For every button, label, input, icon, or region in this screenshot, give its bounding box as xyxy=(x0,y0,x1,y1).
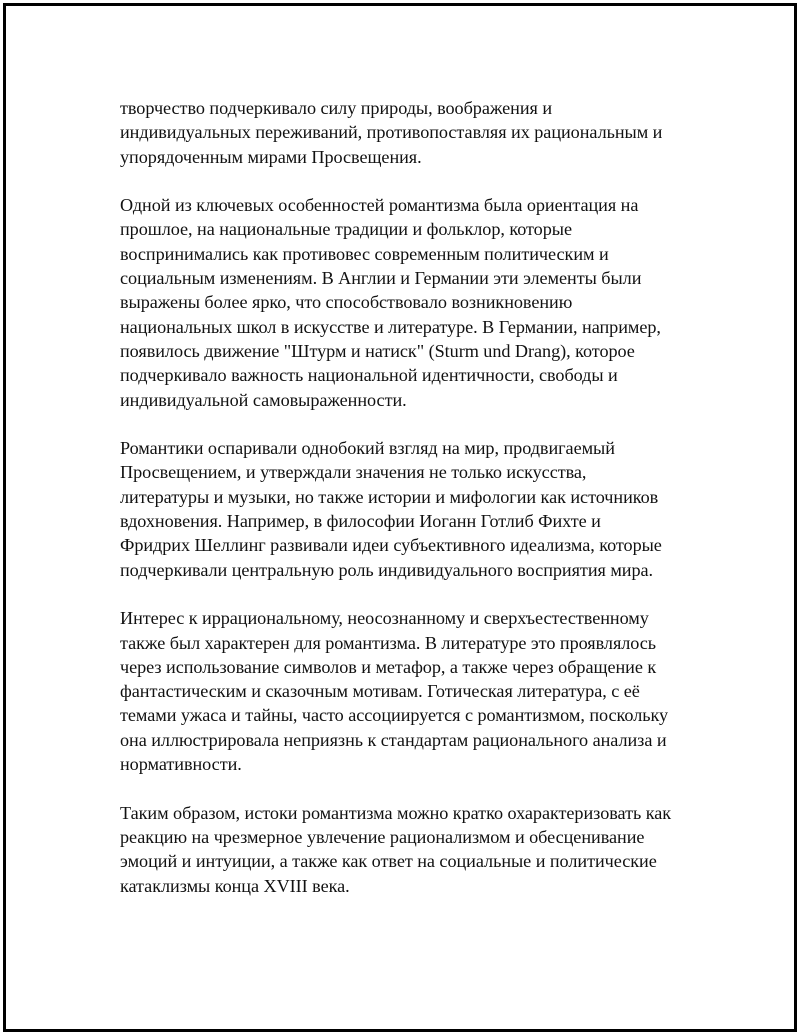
text-line: также был характерен для романтизма. В литературе это проявлялось xyxy=(120,632,657,653)
text-line: подчеркивали центральную роль индивидуального восприятия мира. xyxy=(120,559,654,580)
text-line: подчеркивало важность национальной идентичности, свободы и xyxy=(120,365,618,386)
text-line: Одной из ключевых особенностей романтизма была ориентация на xyxy=(120,195,639,216)
paragraph-5 xyxy=(120,801,720,898)
document-body xyxy=(120,96,720,922)
page-frame xyxy=(3,3,797,1032)
paragraph-3 xyxy=(120,436,720,582)
text-line: появилось движение "Штурм и натиск" (Sturm und Drang), которое xyxy=(120,340,635,361)
paragraph-1 xyxy=(120,96,720,169)
text-line: реакцию на чрезмерное увлечение рационализмом и обесценивание xyxy=(120,826,645,847)
text-line: эмоций и интуиции, а также как ответ на социальные и политические xyxy=(120,851,657,872)
text-line: прошлое, на национальные традиции и фольклор, которые xyxy=(120,219,572,240)
paragraph-2 xyxy=(120,193,720,412)
text-line: Просвещением, и утверждали значения не только искусства, xyxy=(120,462,587,483)
text-line: нормативности. xyxy=(120,754,242,775)
text-line: национальных школ в искусстве и литературе. В Германии, например, xyxy=(120,316,661,337)
text-line: катаклизмы конца XVIII века. xyxy=(120,875,350,896)
text-line: Интерес к иррациональному, неосознанному и сверхъестественному xyxy=(120,608,649,629)
text-line: социальным изменениям. В Англии и Германии эти элементы были xyxy=(120,268,642,289)
paragraph-4 xyxy=(120,606,720,776)
text-line: воспринимались как противовес современным политическим и xyxy=(120,243,609,264)
text-line: творчество подчеркивало силу природы, воображения и xyxy=(120,98,553,118)
text-line: она иллюстрировала неприязнь к стандартам рационального анализа и xyxy=(120,729,667,750)
text-line: фантастическим и сказочным мотивам. Готическая литература, с её xyxy=(120,681,640,702)
text-line: индивидуальной самовыраженности. xyxy=(120,389,407,410)
text-line: индивидуальных переживаний, противопоставляя их рациональным и xyxy=(120,122,663,143)
text-line: темами ужаса и тайны, часто ассоциируется с романтизмом, поскольку xyxy=(120,705,669,726)
text-line: Таким образом, истоки романтизма можно кратко охарактеризовать как xyxy=(120,802,672,823)
text-line: литературы и музыки, но также истории и мифологии как источников xyxy=(120,486,659,507)
text-line: Фридрих Шеллинг развивали идеи субъективного идеализма, которые xyxy=(120,535,662,556)
text-line: Романтики оспаривали однобокий взгляд на мир, продвигаемый xyxy=(120,438,615,459)
text-line: вдохновения. Например, в философии Иоганн Готлиб Фихте и xyxy=(120,511,601,532)
text-line: через использование символов и метафор, а также через обращение к xyxy=(120,656,657,677)
text-line: упорядоченным мирами Просвещения. xyxy=(120,146,422,167)
text-line: выражены более ярко, что способствовало возникновению xyxy=(120,292,573,313)
